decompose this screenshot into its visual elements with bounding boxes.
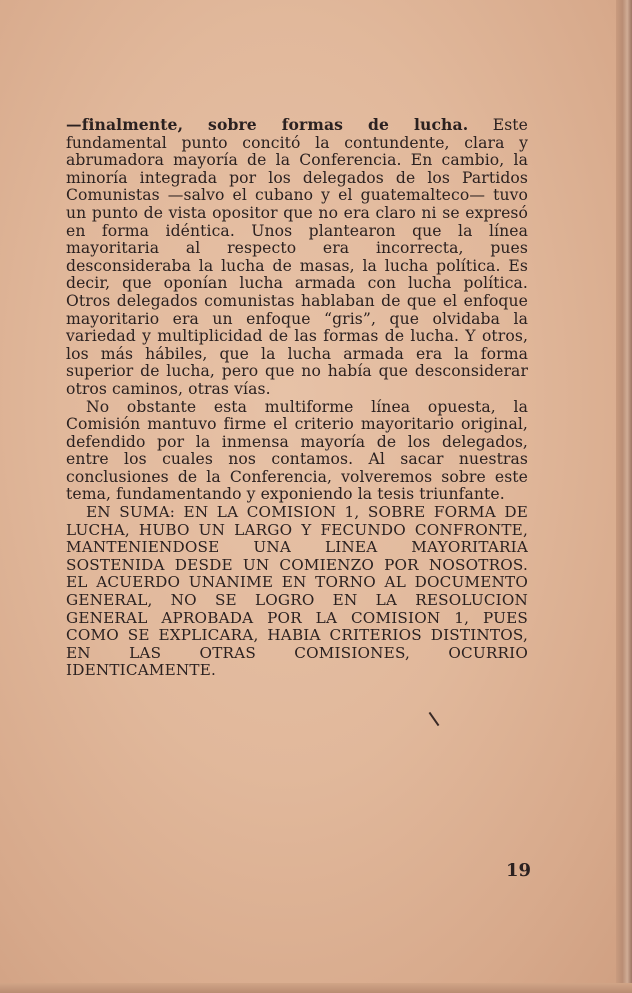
page-edge [616,0,632,993]
paragraph-3-summary: EN SUMA: EN LA COMISION 1, SOBRE FORMA DE LUCHA, HUBO UN LARGO Y FECUNDO CONFRONTE, MANTENIENDOSE UNA LINEA MAYORITARIA SOSTENIDA DESDE UN COMIENZO POR NOSOTROS. EL ACUERDO UNANIME EN TORNO AL DOCUMENTO GENERAL, NO SE LOGRO EN LA RESOLUCION GENERAL APROBADA POR LA COMISION 1, PUES COMO SE EXPLICARA, HABIA CRITERIOS DISTINTOS, EN LAS OTRAS COMISIONES, OCURRIO IDENTICAMENTE. [66,503,528,680]
paragraph-1-body: Este fundamental punto concitó la contundente, clara y abrumadora mayoría de la Conferencia. En cambio, la minoría integrada por los delegados de los Partidos Comunistas —salvo el cubano y el guatemalteco— tuvo un punto de vista opositor que no era claro ni se expresó en forma idéntica. Unos plantearon que la línea mayoritaria al respecto era incorrecta, pues desconsideraba la lucha de masas, la lucha política. Es decir, que oponían lucha armada con lucha política. Otros delegados comunistas hablaban de que el enfoque mayoritario era un enfoque “gris”, que olvidaba la variedad y multiplicidad de las formas de lucha. Y otros, los más hábiles, que la lucha armada era la forma superior de lucha, pero que no había que desconsiderar otros caminos, otras vías. [66,116,529,398]
body-text [66,116,528,680]
page-bottom-edge [0,983,632,993]
paragraph-1-lead: —finalmente, sobre formas de lucha. [66,115,469,134]
page-number: 19 [506,860,532,881]
pen-mark [429,712,440,726]
paragraph-1 [66,116,528,399]
paragraph-2: No obstante esta multiforme línea opuesta, la Comisión mantuvo firme el criterio mayoritario original, defendido por la inmensa mayoría de los delegados, entre los cuales nos contamos. Al sacar nuestras conclusiones de la Conferencia, volveremos sobre este tema, fundamentando y exponiendo la tesis triunfante. [66,397,528,504]
